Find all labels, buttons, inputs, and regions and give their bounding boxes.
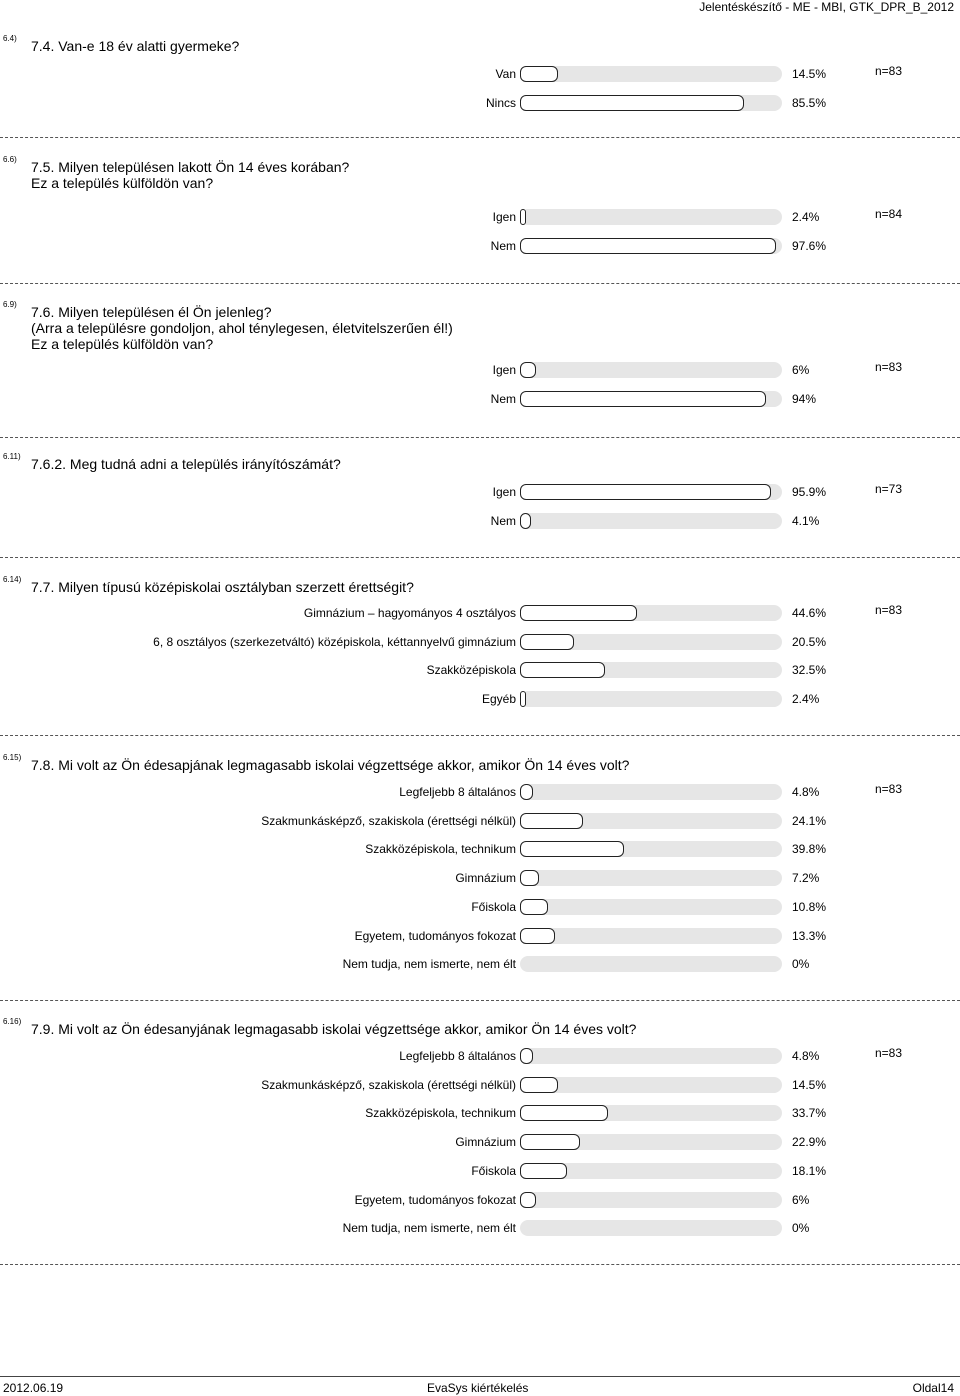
answer-row bbox=[0, 511, 960, 533]
answer-bar bbox=[520, 1192, 536, 1208]
answer-percentage: 4.8% bbox=[792, 1049, 820, 1063]
answer-row bbox=[0, 868, 960, 890]
answer-bar bbox=[520, 66, 558, 82]
answer-bar bbox=[520, 1077, 558, 1093]
answer-percentage: 44.6% bbox=[792, 606, 827, 620]
answer-label: Szakmunkásképző, szakiskola (érettségi nélkül) bbox=[261, 814, 516, 828]
question-number: 6.9) bbox=[3, 300, 17, 309]
question-number: 6.6) bbox=[3, 155, 17, 164]
answer-label: Nem bbox=[490, 514, 516, 528]
answer-label: Gimnázium – hagyományos 4 osztályos bbox=[303, 606, 516, 620]
answer-bar bbox=[520, 513, 531, 529]
answer-percentage: 7.2% bbox=[792, 871, 820, 885]
question-number: 6.15) bbox=[3, 753, 22, 762]
answer-bar-track bbox=[520, 209, 782, 225]
answer-bar bbox=[520, 841, 624, 857]
answer-percentage: 14.5% bbox=[792, 67, 827, 81]
question-number: 6.16) bbox=[3, 1017, 22, 1026]
answer-bar bbox=[520, 870, 539, 886]
question-number: 6.11) bbox=[3, 452, 21, 461]
answer-row bbox=[0, 926, 960, 948]
answer-percentage: 97.6% bbox=[792, 239, 827, 253]
answer-bar bbox=[520, 1163, 567, 1179]
question-title bbox=[31, 456, 341, 472]
question-title-line: 7.4. Van-e 18 év alatti gyermeke? bbox=[31, 38, 240, 54]
answer-row bbox=[0, 1190, 960, 1212]
answer-label: Egyéb bbox=[481, 692, 516, 706]
answer-label: Gimnázium bbox=[455, 871, 516, 885]
answer-label: Legfeljebb 8 általános bbox=[399, 785, 516, 799]
answer-percentage: 22.9% bbox=[792, 1135, 827, 1149]
answer-percentage: 13.3% bbox=[792, 929, 827, 943]
sample-size: n=73 bbox=[875, 482, 903, 496]
question-number: 6.14) bbox=[3, 575, 22, 584]
answer-bar bbox=[520, 899, 548, 915]
answer-percentage: 0% bbox=[792, 957, 810, 971]
answer-percentage: 94% bbox=[792, 392, 817, 406]
answer-row bbox=[0, 603, 960, 625]
answer-bar-track bbox=[520, 513, 782, 529]
answer-row bbox=[0, 207, 960, 229]
question-number: 6.4) bbox=[3, 34, 17, 43]
answer-label: Nem tudja, nem ismerte, nem élt bbox=[342, 1221, 516, 1235]
answer-row bbox=[0, 360, 960, 382]
question-title-line: 7.8. Mi volt az Ön édesapjának legmagasabb iskolai végzettsége akkor, amikor Ön 14 éves volt? bbox=[31, 757, 630, 773]
answer-percentage: 18.1% bbox=[792, 1164, 827, 1178]
answer-percentage: 2.4% bbox=[792, 210, 820, 224]
sample-size: n=83 bbox=[875, 64, 903, 78]
answer-percentage: 4.8% bbox=[792, 785, 820, 799]
answer-row bbox=[0, 839, 960, 861]
answer-label: Van bbox=[495, 67, 516, 81]
answer-bar bbox=[520, 484, 771, 500]
answer-bar bbox=[520, 662, 605, 678]
answer-bar-track bbox=[520, 928, 782, 944]
answer-percentage: 95.9% bbox=[792, 485, 827, 499]
answer-bar-track bbox=[520, 784, 782, 800]
footer-date: 2012.06.19 bbox=[3, 1381, 64, 1395]
answer-row bbox=[0, 482, 960, 504]
answer-percentage: 20.5% bbox=[792, 635, 827, 649]
answer-percentage: 2.4% bbox=[792, 692, 820, 706]
answer-bar bbox=[520, 362, 536, 378]
answer-bar-track bbox=[520, 238, 782, 254]
answer-bar-track bbox=[520, 813, 782, 829]
question-title bbox=[31, 304, 453, 352]
answer-bar-track bbox=[520, 1134, 782, 1150]
answer-bar-track bbox=[520, 66, 782, 82]
answer-bar-track bbox=[520, 956, 782, 972]
answer-percentage: 6% bbox=[792, 363, 810, 377]
answer-bar-track bbox=[520, 899, 782, 915]
answer-bar-track bbox=[520, 484, 782, 500]
answer-bar bbox=[520, 238, 776, 254]
answer-label: Szakközépiskola bbox=[426, 663, 516, 677]
question-title-line: Ez a település külföldön van? bbox=[31, 336, 214, 352]
answer-row bbox=[0, 660, 960, 682]
answer-label: Szakmunkásképző, szakiskola (érettségi nélkül) bbox=[261, 1078, 516, 1092]
answer-label: Igen bbox=[492, 485, 516, 499]
answer-label: Gimnázium bbox=[455, 1135, 516, 1149]
answer-row bbox=[0, 1132, 960, 1154]
sample-size: n=83 bbox=[875, 782, 903, 796]
section-divider bbox=[0, 1000, 960, 1001]
answer-bar bbox=[520, 391, 766, 407]
question-title-line: 7.9. Mi volt az Ön édesanyjának legmagasabb iskolai végzettsége akkor, amikor Ön 14 éves volt? bbox=[31, 1021, 637, 1037]
question-title bbox=[31, 1021, 636, 1037]
answer-bar-track bbox=[520, 1220, 782, 1236]
answer-label: Egyetem, tudományos fokozat bbox=[354, 1193, 516, 1207]
answer-bar bbox=[520, 784, 533, 800]
answer-label: Szakközépiskola, technikum bbox=[365, 1106, 516, 1120]
answer-row bbox=[0, 93, 960, 115]
section-divider bbox=[0, 1264, 960, 1265]
answer-percentage: 4.1% bbox=[792, 514, 820, 528]
answer-label: Igen bbox=[492, 363, 516, 377]
answer-bar bbox=[520, 691, 526, 707]
answer-row bbox=[0, 1075, 960, 1097]
report-header-title: Jelentéskészítő - ME - MBI, GTK_DPR_B_2012 bbox=[699, 0, 954, 14]
answer-bar-track bbox=[520, 841, 782, 857]
question-title bbox=[31, 159, 349, 191]
answer-label: Szakközépiskola, technikum bbox=[365, 842, 516, 856]
question-title bbox=[31, 579, 414, 595]
answer-bar bbox=[520, 209, 526, 225]
answer-label: Főiskola bbox=[471, 900, 516, 914]
answer-percentage: 14.5% bbox=[792, 1078, 827, 1092]
answer-bar-track bbox=[520, 1105, 782, 1121]
answer-percentage: 33.7% bbox=[792, 1106, 827, 1120]
answer-percentage: 24.1% bbox=[792, 814, 827, 828]
question-title-line: 7.5. Milyen településen lakott Ön 14 éves korában? bbox=[31, 159, 350, 175]
question-title-line: Ez a település külföldön van? bbox=[31, 175, 214, 191]
answer-label: Nem tudja, nem ismerte, nem élt bbox=[342, 957, 516, 971]
answer-bar bbox=[520, 1105, 608, 1121]
footer-page-number: Oldal14 bbox=[912, 1381, 954, 1395]
answer-percentage: 6% bbox=[792, 1193, 810, 1207]
answer-row bbox=[0, 1161, 960, 1183]
sample-size: n=83 bbox=[875, 360, 903, 374]
answer-bar bbox=[520, 605, 637, 621]
question-title-line: 7.7. Milyen típusú középiskolai osztályban szerzett érettségit? bbox=[31, 579, 414, 595]
section-divider bbox=[0, 137, 960, 138]
answer-bar bbox=[520, 813, 583, 829]
answer-bar-track bbox=[520, 691, 782, 707]
answer-row bbox=[0, 236, 960, 258]
answer-row bbox=[0, 782, 960, 804]
section-divider bbox=[0, 557, 960, 558]
answer-label: Legfeljebb 8 általános bbox=[399, 1049, 516, 1063]
answer-bar-track bbox=[520, 1192, 782, 1208]
footer-center-text: EvaSys kiértékelés bbox=[427, 1381, 529, 1395]
answer-bar bbox=[520, 95, 744, 111]
answer-bar-track bbox=[520, 95, 782, 111]
page-footer bbox=[0, 1376, 960, 1393]
answer-bar bbox=[520, 928, 555, 944]
answer-row bbox=[0, 1103, 960, 1125]
answer-bar-track bbox=[520, 362, 782, 378]
answer-row bbox=[0, 689, 960, 711]
question-title-line: 7.6. Milyen településen él Ön jelenleg? bbox=[31, 304, 272, 320]
answer-bar bbox=[520, 1134, 580, 1150]
answer-row bbox=[0, 389, 960, 411]
question-title-line: (Arra a településre gondoljon, ahol ténylegesen, életvitelszerűen él!) bbox=[31, 320, 453, 336]
section-divider bbox=[0, 437, 960, 438]
answer-percentage: 32.5% bbox=[792, 663, 827, 677]
answer-bar-track bbox=[520, 662, 782, 678]
answer-row bbox=[0, 897, 960, 919]
answer-bar-track bbox=[520, 391, 782, 407]
answer-percentage: 0% bbox=[792, 1221, 810, 1235]
answer-bar-track bbox=[520, 1163, 782, 1179]
question-title-line: 7.6.2. Meg tudná adni a település irányítószámát? bbox=[31, 456, 341, 472]
answer-percentage: 10.8% bbox=[792, 900, 827, 914]
answer-row bbox=[0, 1218, 960, 1240]
answer-row bbox=[0, 64, 960, 86]
answer-label: Főiskola bbox=[471, 1164, 516, 1178]
question-title bbox=[31, 38, 239, 54]
answer-bar-track bbox=[520, 634, 782, 650]
sample-size: n=83 bbox=[875, 603, 903, 617]
question-title bbox=[31, 757, 629, 773]
section-divider bbox=[0, 283, 960, 284]
answer-label: 6, 8 osztályos (szerkezetváltó) középiskola, kéttannyelvű gimnázium bbox=[153, 635, 516, 649]
answer-bar-track bbox=[520, 605, 782, 621]
answer-label: Nem bbox=[490, 239, 516, 253]
sample-size: n=83 bbox=[875, 1046, 903, 1060]
answer-label: Nem bbox=[490, 392, 516, 406]
answer-label: Igen bbox=[492, 210, 516, 224]
answer-row bbox=[0, 811, 960, 833]
answer-row bbox=[0, 1046, 960, 1068]
answer-bar-track bbox=[520, 1048, 782, 1064]
answer-percentage: 39.8% bbox=[792, 842, 827, 856]
answer-label: Nincs bbox=[485, 96, 516, 110]
answer-row bbox=[0, 632, 960, 654]
answer-row bbox=[0, 954, 960, 976]
answer-bar-track bbox=[520, 870, 782, 886]
section-divider bbox=[0, 735, 960, 736]
sample-size: n=84 bbox=[875, 207, 903, 221]
answer-bar bbox=[520, 1048, 533, 1064]
answer-bar bbox=[520, 634, 574, 650]
answer-label: Egyetem, tudományos fokozat bbox=[354, 929, 516, 943]
answer-bar-track bbox=[520, 1077, 782, 1093]
answer-percentage: 85.5% bbox=[792, 96, 827, 110]
